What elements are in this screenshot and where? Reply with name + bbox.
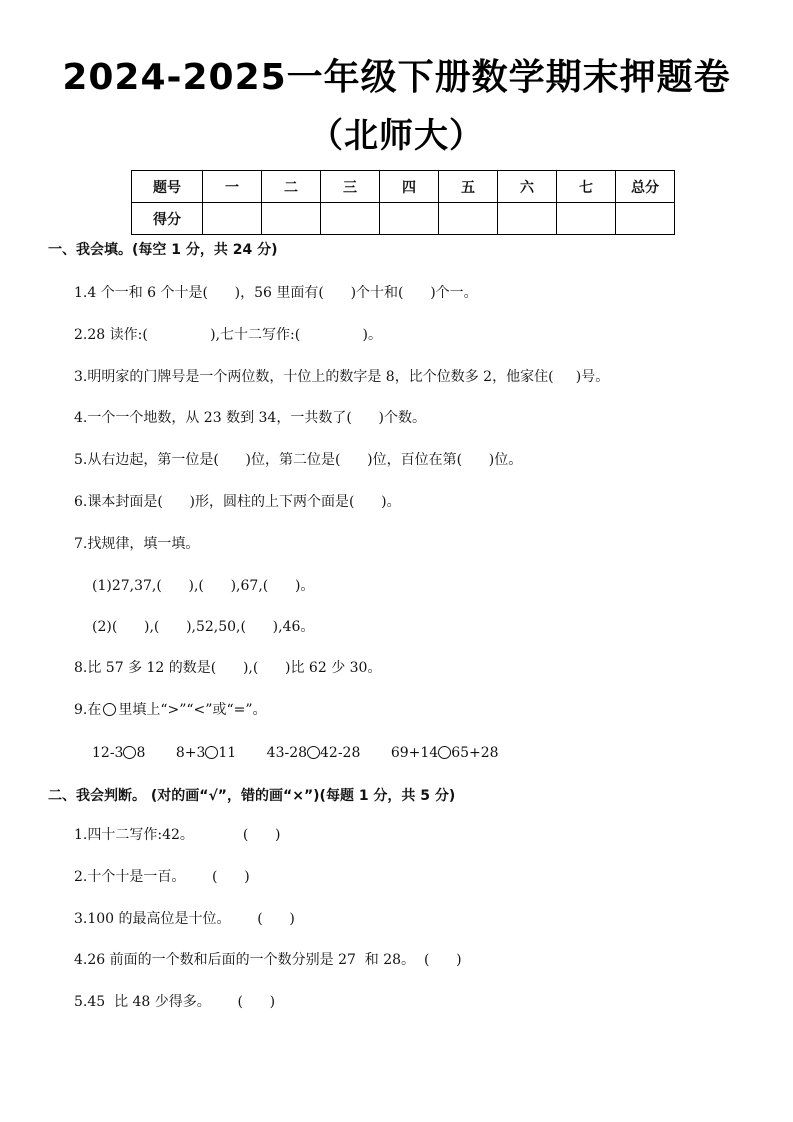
question-2: 2.28 读作:( ),七十二写作:( )。	[74, 327, 382, 343]
score-table-cell: 总分	[616, 171, 675, 203]
question-3: 3.明明家的门牌号是一个两位数，十位上的数字是 8，比个位数多 2，他家住( )号。	[74, 369, 610, 385]
compare-right: 8	[136, 745, 146, 761]
compare-item	[176, 745, 236, 761]
score-table-cell: 得分	[132, 203, 203, 235]
section2-heading: 二、我会判断。 (对的画“√”，错的画“×”)(每题 1 分，共 5 分)	[48, 788, 456, 804]
compare-left: 12-3	[92, 745, 124, 761]
judge-item: 3.100 的最高位是十位。 ( )	[74, 911, 295, 927]
compare-left: 8+3	[175, 745, 206, 761]
compare-circle-icon[interactable]	[205, 746, 218, 759]
question-9	[74, 700, 267, 720]
question-5: 5.从右边起，第一位是( )位，第二位是( )位，百位在第( )位。	[74, 452, 523, 468]
score-table	[131, 170, 675, 235]
score-table-cell: 二	[262, 171, 321, 203]
exam-subtitle: （北师大）	[309, 116, 484, 156]
compare-circle-icon	[103, 703, 116, 716]
compare-circle-icon[interactable]	[438, 746, 451, 759]
score-blank-cell	[262, 203, 321, 235]
score-table-score-row	[132, 203, 675, 235]
question-7: 7.找规律，填一填。	[74, 536, 200, 552]
score-blank-cell	[557, 203, 616, 235]
question-7-part-1: (1)27,37,( ),( ),67,( )。	[92, 578, 315, 594]
compare-right: 11	[218, 745, 237, 761]
judge-item: 2.十个十是一百。 ( )	[74, 869, 250, 885]
compare-circle-icon[interactable]	[307, 746, 320, 759]
question-4: 4.一个一个地数，从 23 数到 34，一共数了( )个数。	[74, 410, 426, 426]
judge-item: 1.四十二写作:42。 ( )	[74, 827, 281, 843]
score-blank-cell	[380, 203, 439, 235]
question-1: 1.4 个一和 6 个十是( )，56 里面有( )个十和( )个一。	[74, 285, 478, 301]
compare-left: 43-28	[266, 745, 308, 761]
compare-right: 65+28	[451, 745, 499, 761]
compare-item	[267, 745, 361, 761]
score-table-header-row	[132, 171, 675, 203]
compare-circle-icon[interactable]	[123, 746, 136, 759]
compare-right: 42-28	[320, 745, 361, 761]
score-table-cell: 一	[203, 171, 262, 203]
score-table-cell: 六	[498, 171, 557, 203]
compare-item	[391, 745, 499, 761]
judge-item: 4.26 前面的一个数和后面的一个数分别是 27 和 28。 ( )	[74, 952, 462, 968]
compare-left: 69+14	[390, 745, 439, 761]
judge-item: 5.45 比 48 少得多。 ( )	[74, 994, 276, 1010]
score-blank-cell	[203, 203, 262, 235]
compare-item	[92, 745, 145, 761]
score-blank-cell	[439, 203, 498, 235]
score-table-cell: 四	[380, 171, 439, 203]
score-table-cell: 题号	[132, 171, 203, 203]
score-blank-cell	[498, 203, 557, 235]
question-8: 8.比 57 多 12 的数是( ),( )比 62 少 30。	[74, 660, 382, 676]
question-9-prefix: 9.在	[74, 702, 102, 718]
question-6: 6.课本封面是( )形，圆柱的上下两个面是( )。	[74, 494, 401, 510]
score-table-cell: 五	[439, 171, 498, 203]
section1-heading: 一、我会填。(每空 1 分，共 24 分)	[48, 242, 278, 258]
score-table-cell: 三	[321, 171, 380, 203]
question-7-part-2: (2)( ),( ),52,50,( ),46。	[92, 619, 315, 635]
score-table-cell: 七	[557, 171, 616, 203]
exam-title: 2024-2025一年级下册数学期末押题卷	[62, 57, 731, 98]
compare-row	[92, 743, 525, 763]
question-9-suffix: 里填上“>”“<”或“=”。	[118, 702, 267, 718]
score-blank-cell	[321, 203, 380, 235]
score-blank-cell	[616, 203, 675, 235]
